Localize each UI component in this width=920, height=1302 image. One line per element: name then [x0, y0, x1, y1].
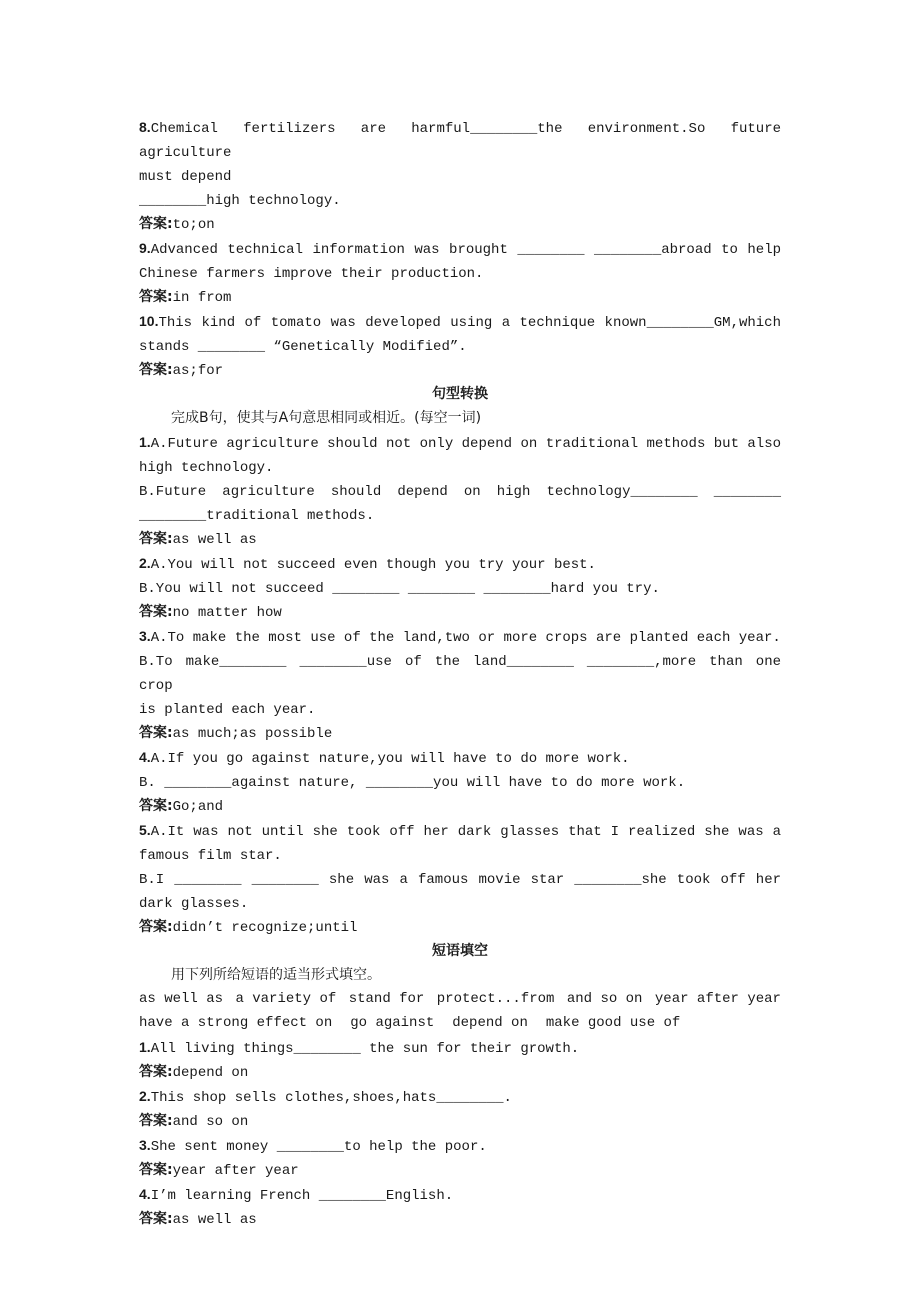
answer-label: 答案: [139, 919, 173, 935]
section-title-sentence-transform: 句型转换 [432, 386, 488, 402]
answer-line [139, 1208, 781, 1231]
question-line: 3.A.To make the most use of the land,two or more crops are planted each year. [139, 628, 781, 646]
answer-line [139, 1110, 781, 1133]
answer-text: depend on [172, 1065, 249, 1081]
question-line: B.Future agriculture should depend on high technology________ ________ [139, 484, 781, 500]
question-line: 2.A.You will not succeed even though you try your best. [139, 555, 596, 573]
answer-label: 答案: [139, 1113, 173, 1129]
transform-question-3 [139, 624, 790, 745]
transform-question-5 [139, 818, 781, 939]
question-line: 3.She sent money ________to help the poor. [139, 1137, 487, 1155]
question-line: ________traditional methods. [139, 508, 375, 524]
phrase-question-2 [139, 1084, 781, 1133]
answer-text: and so on [172, 1114, 249, 1130]
answer-line [139, 722, 781, 745]
answer-label: 答案: [139, 604, 173, 620]
question-line: B.You will not succeed ________ ________ ________hard you try. [139, 581, 660, 597]
phrase-question-3 [139, 1133, 781, 1182]
answer-text: year after year [172, 1163, 299, 1179]
answer-label: 答案: [139, 725, 173, 741]
question-number: 2. [139, 1088, 151, 1104]
question-line: stands ________ “Genetically Modified”. [139, 339, 467, 355]
phrase-bank-row-2 [139, 1011, 781, 1035]
question-line: 2.This shop sells clothes,shoes,hats________. [139, 1088, 512, 1106]
phrase-option: as well as [139, 991, 224, 1007]
phrase-option: protect...from [436, 991, 555, 1007]
question-10 [139, 309, 781, 382]
phrase-option: go against [350, 1015, 435, 1031]
answer-line [139, 286, 781, 309]
question-number: 10. [139, 313, 159, 329]
answer-label: 答案: [139, 216, 173, 232]
transform-question-2 [139, 551, 781, 624]
answer-text: Go;and [172, 799, 224, 815]
question-line: 9.Advanced technical information was brought ________ ________abroad to help [139, 240, 781, 258]
answer-label: 答案: [139, 798, 173, 814]
section-title-phrase-fill: 短语填空 [432, 943, 488, 959]
section-instruction: 完成B句，使其与A句意思相同或相近。(每空一词) [171, 410, 482, 426]
answer-text: as much;as possible [172, 726, 333, 742]
question-9 [139, 236, 781, 309]
answer-label: 答案: [139, 1211, 173, 1227]
phrase-question-1 [139, 1035, 781, 1084]
answer-line [139, 795, 781, 818]
answer-text: no matter how [172, 605, 282, 621]
question-line: 4.A.If you go against nature,you will have to do more work. [139, 749, 630, 767]
answer-label: 答案: [139, 362, 173, 378]
answer-text: as well as [172, 532, 257, 548]
question-number: 5. [139, 822, 151, 838]
phrase-option: and so on [566, 991, 643, 1007]
answer-text: in from [172, 290, 232, 306]
answer-text: as;for [172, 363, 224, 379]
answer-line [139, 1159, 781, 1182]
question-line: is planted each year. [139, 702, 316, 718]
question-line: B. ________against nature, ________you will have to do more work. [139, 775, 686, 791]
question-8 [139, 115, 790, 236]
worksheet-page [139, 115, 790, 1231]
phrase-question-4 [139, 1182, 781, 1231]
transform-question-4 [139, 745, 781, 818]
answer-text: as well as [172, 1212, 257, 1228]
question-number: 2. [139, 555, 151, 571]
answer-line [139, 213, 781, 236]
phrase-option: year after year [654, 991, 781, 1007]
question-line: 1.A.Future agriculture should not only depend on traditional methods but also [139, 434, 781, 452]
answer-text: to;on [172, 217, 215, 233]
answer-label: 答案: [139, 531, 173, 547]
answer-label: 答案: [139, 289, 173, 305]
question-number: 3. [139, 1137, 151, 1153]
answer-line [139, 359, 781, 382]
question-line: ________high technology. [139, 193, 341, 209]
question-line: 10.This kind of tomato was developed using a technique known________GM,which [139, 313, 781, 331]
answer-line [139, 916, 781, 939]
section-instruction: 用下列所给短语的适当形式填空。 [171, 967, 381, 983]
question-line: famous film star. [139, 848, 282, 864]
question-line: 4.I’m learning French ________English. [139, 1186, 454, 1204]
question-number: 3. [139, 628, 151, 644]
question-line: 5.A.It was not until she took off her dark glasses that I realized she was a [139, 822, 781, 840]
question-number: 8. [139, 119, 151, 135]
question-line: must depend [139, 169, 232, 185]
phrase-option: have a strong effect on [139, 1015, 333, 1031]
question-number: 4. [139, 749, 151, 765]
answer-text: didn’t recognize;until [172, 920, 358, 936]
answer-label: 答案: [139, 1162, 173, 1178]
transform-question-1 [139, 430, 781, 551]
question-number: 1. [139, 434, 151, 450]
question-line: high technology. [139, 460, 274, 476]
answer-line [139, 528, 781, 551]
answer-line [139, 601, 781, 624]
phrase-option: make good use of [545, 1015, 681, 1031]
phrase-option: depend on [452, 1015, 528, 1031]
question-line: Chinese farmers improve their production. [139, 266, 484, 282]
question-line: B.I ________ ________ she was a famous movie star ________she took off her [139, 872, 781, 888]
answer-line [139, 1061, 781, 1084]
phrase-option: a variety of [235, 991, 337, 1007]
question-line: B.To make________ ________use of the land________ ________,more than one crop [139, 654, 790, 694]
question-number: 9. [139, 240, 151, 256]
question-line: 8.Chemical fertilizers are harmful________the environment.So future agriculture [139, 119, 790, 161]
question-number: 4. [139, 1186, 151, 1202]
question-number: 1. [139, 1039, 151, 1055]
question-line: 1.All living things________ the sun for their growth. [139, 1039, 580, 1057]
answer-label: 答案: [139, 1064, 173, 1080]
phrase-bank-row-1 [139, 987, 781, 1011]
phrase-option: stand for [348, 991, 425, 1007]
question-line: dark glasses. [139, 896, 249, 912]
